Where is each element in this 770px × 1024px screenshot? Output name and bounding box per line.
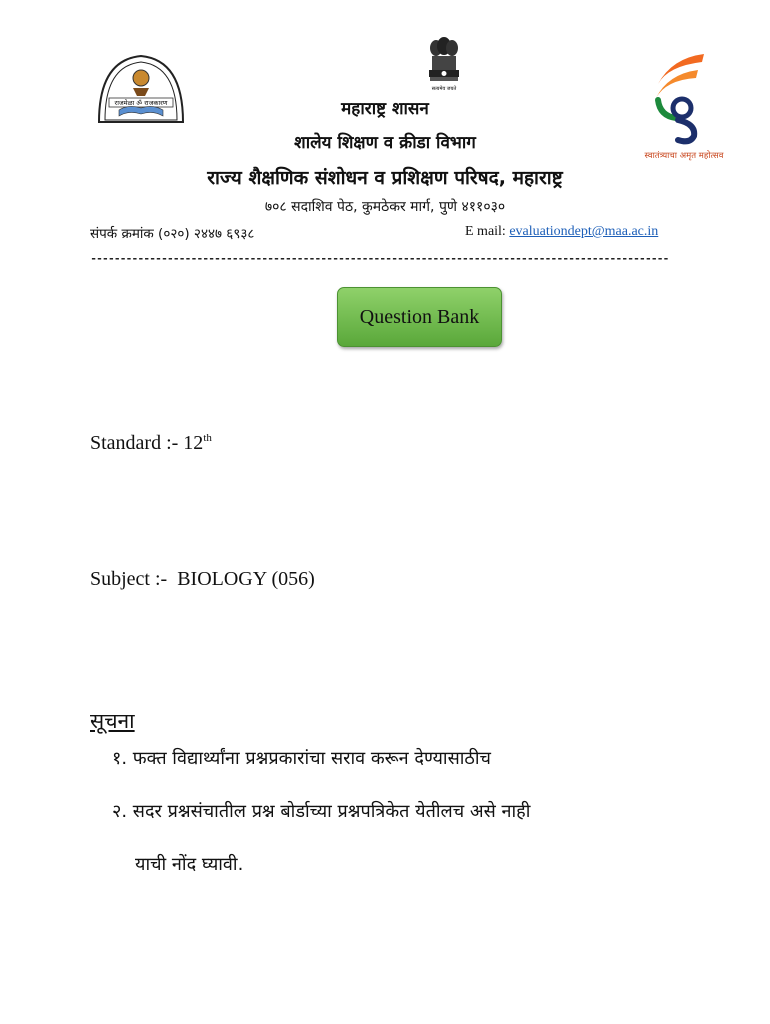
notes-heading: सूचना (90, 709, 135, 733)
standard-label: Standard :- 12 (90, 432, 204, 454)
header-line-3: राज्य शैक्षणिक संशोधन व प्रशिक्षण परिषद, महाराष्ट्र (207, 167, 563, 189)
contact-number: संपर्क क्रमांक (०२०) २४४७ ६९३८ (90, 226, 255, 242)
email-label: E mail: (465, 224, 510, 239)
email-line (465, 224, 658, 240)
header-line-1: महाराष्ट्र शासन (341, 99, 429, 119)
standard-sup: th (203, 432, 212, 444)
email-link[interactable]: evaluationdept@maa.ac.in (509, 224, 659, 239)
national-emblem-icon (424, 36, 464, 99)
note-item-2-continued: याची नोंद घ्यावी. (135, 854, 244, 875)
svg-text:राजमेळा ॐ राजकारण: राजमेळा ॐ राजकारण (114, 99, 168, 107)
address: ७०८ सदाशिव पेठ, कुमठेकर मार्ग, पुणे ४११०३० (264, 199, 506, 215)
divider: -------------------------------------------------------------------------------------------------- (90, 252, 669, 266)
svg-text:स्वातंत्र्याचा अमृत महोत्सव: स्वातंत्र्याचा अमृत महोत्सव (644, 151, 724, 161)
subject-line: Subject :- BIOLOGY (056) (90, 568, 315, 590)
question-bank-button[interactable]: Question Bank (337, 287, 502, 347)
svg-text:सत्यमेव जयते: सत्यमेव जयते (431, 86, 457, 92)
note-item-2: २. सदर प्रश्नसंचातील प्रश्न बोर्डाच्या प्रश्नपत्रिकेत येतीलच असे नाही (112, 801, 531, 822)
header-line-2: शालेय शिक्षण व क्रीडा विभाग (294, 133, 476, 153)
note-item-1: १. फक्त विद्यार्थ्यांना प्रश्नप्रकारांचा सराव करून देण्यासाठीच (112, 748, 491, 769)
standard-line (90, 432, 212, 455)
